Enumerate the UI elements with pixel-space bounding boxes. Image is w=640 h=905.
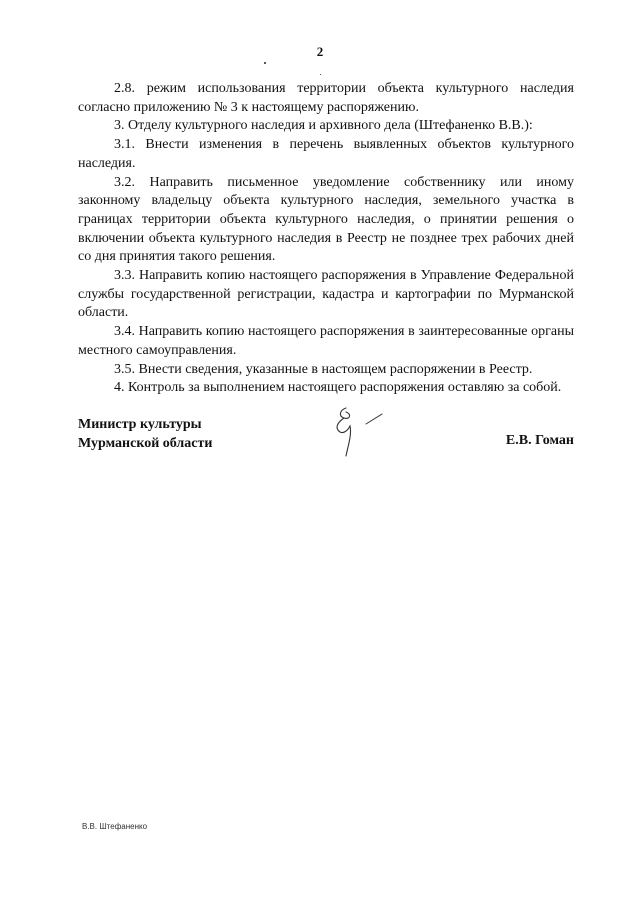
signatory-title xyxy=(78,416,212,453)
paragraph-2-8: 2.8. режим использования территории объекта культурного наследия согласно приложению № 3 к настоящему распоряжению. xyxy=(78,81,574,115)
page-number: 2 xyxy=(316,44,324,59)
paragraph-3-2: 3.2. Направить письменное уведомление собственнику или иному законному владельцу объекта культурного наследия, земельного участка в границах территории объекта культурного наследия, о принятии решения о включении объекта культурного наследия в Реестр не позднее трех рабочих дней со дня принятия такого решения. xyxy=(78,174,574,265)
paragraph-3: 3. Отделу культурного наследия и архивного дела (Штефаненко В.В.): xyxy=(114,118,533,134)
paragraph-3-5: 3.5. Внести сведения, указанные в настоящем распоряжении в Реестр. xyxy=(114,361,533,377)
paragraph-3-1: 3.1. Внести изменения в перечень выявленных объектов культурного наследия. xyxy=(78,137,574,171)
paragraph-3-3: 3.3. Направить копию настоящего распоряжения в Управление Федеральной службы государственной регистрации, кадастра и картографии по Мурманской области. xyxy=(78,268,574,321)
signatory-name: Е.В. Гоман xyxy=(505,433,574,448)
executor-name: В.В. Штефаненко xyxy=(82,822,148,831)
scan-speck xyxy=(264,62,266,64)
signatory-title-line2: Мурманской области xyxy=(78,435,213,451)
paragraph-4: 4. Контроль за выполнением настоящего распоряжения оставляю за собой. xyxy=(114,380,562,396)
paragraph-3-4: 3.4. Направить копию настоящего распоряжения в заинтересованные органы местного самоуправления. xyxy=(78,324,574,358)
scan-speck xyxy=(320,74,321,75)
signatory-title-line1: Министр культуры xyxy=(78,417,202,432)
document-body xyxy=(78,80,574,398)
signature-block xyxy=(78,416,574,476)
handwritten-signature xyxy=(330,404,400,460)
